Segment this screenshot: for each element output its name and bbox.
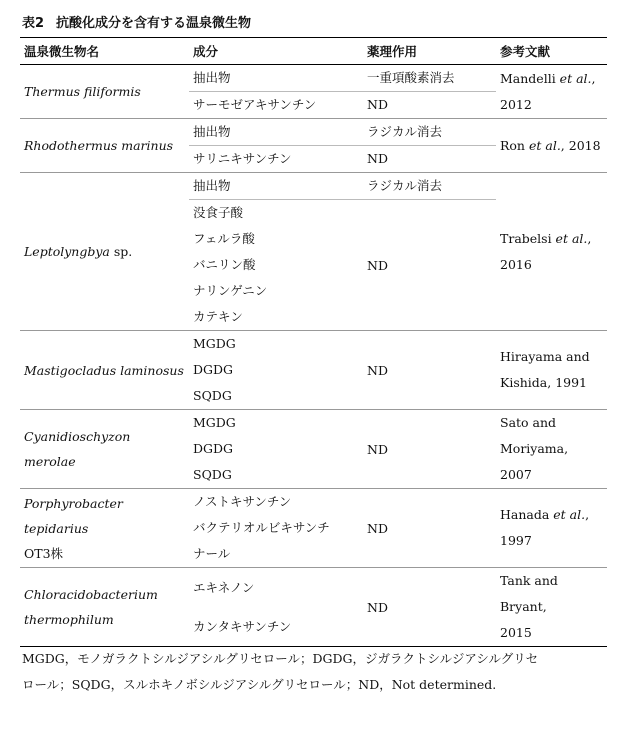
action-cell: ND bbox=[363, 331, 496, 410]
footnote-line: ロール；SQDG，スルホキノボシルジアシルグリセロール；ND，Not determined. bbox=[22, 677, 497, 692]
component-cell: DGDG bbox=[193, 441, 234, 456]
header-organism: 温泉微生物名 bbox=[20, 38, 189, 65]
organism-cell: Cyanidioschyzon merolae bbox=[20, 410, 189, 489]
reference-cell: Mandelli et al., 2012 bbox=[496, 65, 607, 119]
action-cell: ND bbox=[363, 146, 496, 173]
component-cell: MGDG bbox=[193, 336, 236, 351]
organism-cell: Leptolyngbya sp. bbox=[20, 173, 189, 331]
table-row bbox=[20, 119, 607, 146]
component-cell: 没食子酸 bbox=[193, 205, 244, 220]
component-cell: カンタキサンチン bbox=[189, 607, 363, 647]
reference-cell: Trabelsi et al., 2016 bbox=[496, 173, 607, 331]
organism-cell: Rhodothermus marinus bbox=[20, 119, 189, 173]
table-caption bbox=[22, 12, 251, 31]
component-cell: ナール bbox=[189, 541, 363, 568]
action-cell: 一重項酸素消去 bbox=[363, 65, 496, 92]
component-cell: 抽出物 bbox=[189, 65, 363, 92]
component-cell: 抽出物 bbox=[189, 173, 363, 200]
component-cell: エキネノン bbox=[193, 579, 255, 595]
action-cell: ND bbox=[363, 200, 496, 331]
component-cell: 抽出物 bbox=[189, 119, 363, 146]
table-number: 表2 bbox=[22, 16, 45, 31]
reference-cell: Ron et al., 2018 bbox=[496, 119, 607, 173]
component-cell: ナリンゲニン bbox=[193, 283, 268, 298]
component-cell: DGDG bbox=[193, 362, 234, 377]
component-cell: MGDG bbox=[193, 415, 236, 430]
organism-cell: Chloracidobacterium thermophilum bbox=[20, 568, 189, 647]
table-row bbox=[20, 331, 607, 358]
table-row bbox=[20, 489, 607, 516]
action-cell: ラジカル消去 bbox=[363, 119, 496, 146]
organism-cell: Porphyrobacter tepidarius OT3株 bbox=[20, 489, 189, 568]
reference-cell: Tank and Bryant, 2015 bbox=[496, 568, 607, 647]
antioxidant-table bbox=[20, 37, 607, 647]
organism-cell: Mastigocladus laminosus bbox=[20, 331, 189, 410]
table-row bbox=[20, 410, 607, 437]
action-cell: ND bbox=[363, 568, 496, 647]
table-row bbox=[20, 568, 607, 608]
component-cell: バクテリオルビキサンチ bbox=[193, 520, 330, 535]
table-footnote bbox=[22, 646, 614, 698]
action-cell: ND bbox=[363, 92, 496, 119]
component-cell: ノストキサンチン bbox=[193, 494, 292, 509]
component-cell: SQDG bbox=[189, 383, 363, 410]
table-header-row bbox=[20, 38, 607, 65]
reference-cell: Hanada et al., 1997 bbox=[496, 489, 607, 568]
header-reference: 参考文献 bbox=[496, 38, 607, 65]
action-cell: ND bbox=[363, 489, 496, 568]
table-row bbox=[20, 173, 607, 200]
component-cell: フェルラ酸 bbox=[193, 231, 255, 246]
action-cell: ND bbox=[363, 410, 496, 489]
table-title: 抗酸化成分を含有する温泉微生物 bbox=[56, 16, 252, 31]
reference-cell: Hirayama and Kishida, 1991 bbox=[496, 331, 607, 410]
header-action: 薬理作用 bbox=[363, 38, 496, 65]
action-cell: ラジカル消去 bbox=[363, 173, 496, 200]
component-cell: SQDG bbox=[189, 462, 363, 489]
organism-cell: Thermus filiformis bbox=[20, 65, 189, 119]
component-cell: カテキン bbox=[189, 304, 363, 331]
reference-cell: Sato and Moriyama, 2007 bbox=[496, 410, 607, 489]
component-cell: バニリン酸 bbox=[193, 257, 256, 272]
footnote-line: MGDG，モノガラクトシルジアシルグリセロール；DGDG，ジガラクトシルジアシルグリセ bbox=[22, 651, 539, 666]
component-cell: サリニキサンチン bbox=[189, 146, 363, 173]
header-component: 成分 bbox=[189, 38, 363, 65]
component-cell: サーモゼアキサンチン bbox=[189, 92, 363, 119]
table-row bbox=[20, 65, 607, 92]
